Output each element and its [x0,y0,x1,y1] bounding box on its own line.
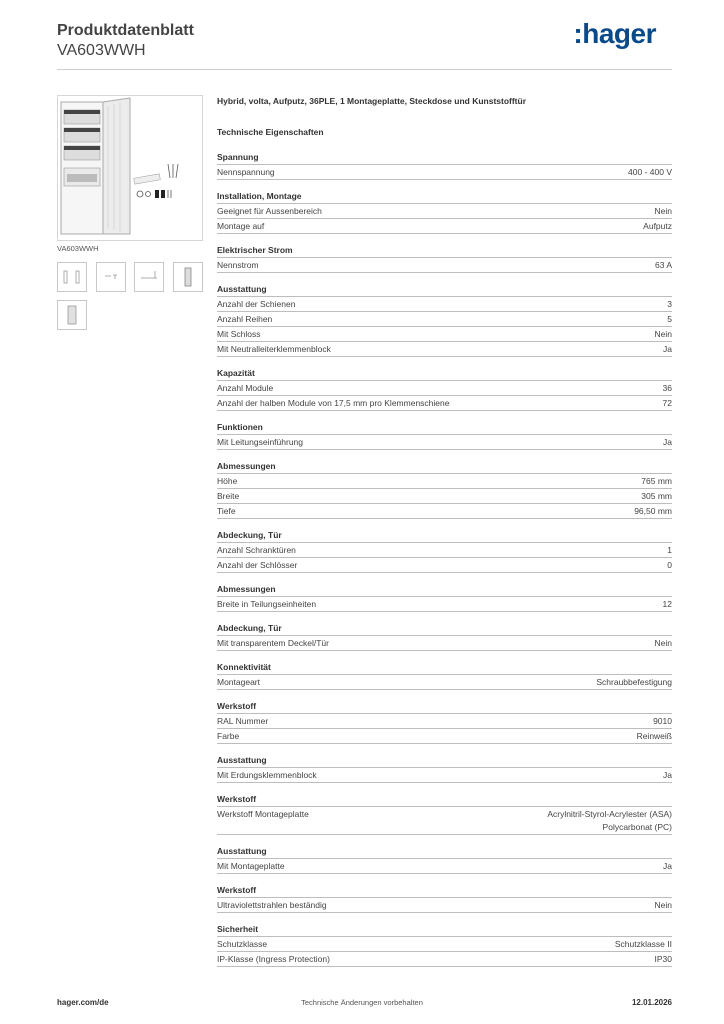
spec-label: Mit Erdungsklemmenblock [217,770,317,780]
spec-section [217,421,672,450]
spec-section [217,367,672,411]
spec-label: Höhe [217,476,238,486]
section-title: Konnektivität [217,661,672,675]
spec-value: 765 mm [641,476,672,486]
header [57,20,672,70]
spec-value: Ja [663,344,672,354]
spec-label: Breite in Teilungseinheiten [217,599,317,609]
spec-row [217,165,672,180]
section-title: Abmessungen [217,583,672,597]
section-title: Abdeckung, Tür [217,622,672,636]
spec-row [217,729,672,744]
spec-row [217,597,672,612]
spec-row [217,714,672,729]
spec-label: Breite [217,491,240,501]
spec-section [217,700,672,744]
spec-row [217,636,672,651]
spec-label: Schutzklasse [217,939,268,949]
spec-row [217,342,672,357]
spec-row [217,504,672,519]
section-title: Ausstattung [217,754,672,768]
spec-section [217,151,672,180]
spec-section [217,529,672,573]
spec-row [217,558,672,573]
spec-row [217,937,672,952]
section-title: Funktionen [217,421,672,435]
spec-label: Mit Neutralleiterklemmenblock [217,344,331,354]
spec-label: Anzahl Schranktüren [217,545,296,555]
spec-value: 96,50 mm [634,506,672,516]
spec-label: Mit Leitungseinführung [217,437,304,447]
spec-value: Nein [654,900,672,910]
section-title: Werkstoff [217,884,672,898]
spec-value: 9010 [653,716,672,726]
spec-value: 400 - 400 V [628,167,672,177]
spec-row [217,859,672,874]
spec-label: Anzahl der Schlösser [217,560,298,570]
spec-row [217,952,672,967]
product-code: VA603WWH [57,42,146,59]
spec-row [217,768,672,783]
spec-row [217,396,672,411]
spec-row [217,297,672,312]
spec-value: 3 [667,299,672,309]
spec-section [217,884,672,913]
spec-value: Nein [654,329,672,339]
spec-value: Nein [654,638,672,648]
spec-label: Montageart [217,677,260,687]
spec-label: Anzahl Reihen [217,314,273,324]
spec-section [217,460,672,519]
spec-label: Anzahl Module [217,383,274,393]
section-title: Elektrischer Strom [217,244,672,258]
spec-value: Schraubbefestigung [596,677,672,687]
footer-website[interactable]: hager.com/de [57,998,109,1007]
spec-section [217,793,672,835]
spec-label: Mit Schloss [217,329,261,339]
spec-row [217,435,672,450]
section-title: Werkstoff [217,700,672,714]
spec-value: 5 [667,314,672,324]
spec-value: 0 [667,560,672,570]
spec-row [217,258,672,273]
tech-heading: Technische Eigenschaften [217,127,324,137]
spec-label: Montage auf [217,221,265,231]
spec-label: Tiefe [217,506,236,516]
spec-row [217,204,672,219]
spec-label: Nennstrom [217,260,259,270]
spec-row [217,474,672,489]
spec-section [217,190,672,234]
hager-logo: :hager [573,18,656,49]
spec-value: 72 [662,398,672,408]
spec-row [217,675,672,690]
spec-value: Ja [663,437,672,447]
spec-section [217,283,672,357]
spec-section [217,754,672,783]
spec-value: 305 mm [641,491,672,501]
spec-section [217,622,672,651]
spec-row [217,219,672,234]
spec-value: Schutzklasse II [614,939,672,949]
spec-section [217,661,672,690]
spec-label: Farbe [217,731,240,741]
spec-section [217,583,672,612]
spec-value: 1 [667,545,672,555]
spec-section [217,923,672,967]
spec-section [217,244,672,273]
spec-value: 36 [662,383,672,393]
spec-label: Werkstoff Montageplatte [217,809,309,819]
spec-label: Anzahl der halben Module von 17,5 mm pro Klemmenschiene [217,398,450,408]
footer-date: 12.01.2026 [631,998,672,1007]
thumbnail[interactable] [134,262,164,292]
page-title: Produktdatenblatt [57,22,194,39]
spec-value: Ja [663,861,672,871]
thumbnail[interactable] [96,262,126,292]
spec-row [217,381,672,396]
spec-label: Nennspannung [217,167,275,177]
spec-row [217,543,672,558]
section-title: Spannung [217,151,672,165]
thumbnail[interactable] [57,300,87,330]
spec-value: Ja [663,770,672,780]
section-title: Ausstattung [217,283,672,297]
spec-value: 63 A [654,260,672,270]
section-title: Ausstattung [217,845,672,859]
image-caption: VA603WWH [57,244,99,253]
thumbnail[interactable] [57,262,87,292]
spec-value: Reinweiß [636,731,672,741]
spec-label: RAL Nummer [217,716,269,726]
spec-row [217,489,672,504]
spec-row [217,898,672,913]
spec-label: IP-Klasse (Ingress Protection) [217,954,330,964]
spec-content [217,96,672,977]
section-title: Kapazität [217,367,672,381]
section-title: Werkstoff [217,793,672,807]
spec-label: Geeignet für Aussenbereich [217,206,322,216]
section-title: Sicherheit [217,923,672,937]
header-divider [57,69,672,70]
section-title: Installation, Montage [217,190,672,204]
spec-row [217,312,672,327]
spec-label: Mit Montageplatte [217,861,285,871]
spec-value: IP30 [654,954,672,964]
spec-section [217,845,672,874]
section-title: Abdeckung, Tür [217,529,672,543]
thumbnail[interactable] [173,262,203,292]
product-image [57,95,203,241]
section-title: Abmessungen [217,460,672,474]
product-description: Hybrid, volta, Aufputz, 36PLE, 1 Montageplatte, Steckdose und Kunststofftür [217,96,527,106]
spec-label: Anzahl der Schienen [217,299,296,309]
spec-row [217,807,672,835]
spec-value: Nein [654,206,672,216]
footer-notice: Technische Änderungen vorbehalten [301,998,423,1007]
spec-value: Acrylnitril-Styrol-Acrylester (ASA) Polycarbonat (PC) [547,809,672,832]
spec-label: Mit transparentem Deckel/Tür [217,638,329,648]
spec-label: Ultraviolettstrahlen beständig [217,900,327,910]
spec-value: Aufputz [643,221,672,231]
spec-value: 12 [662,599,672,609]
spec-sections [217,151,672,967]
spec-row [217,327,672,342]
